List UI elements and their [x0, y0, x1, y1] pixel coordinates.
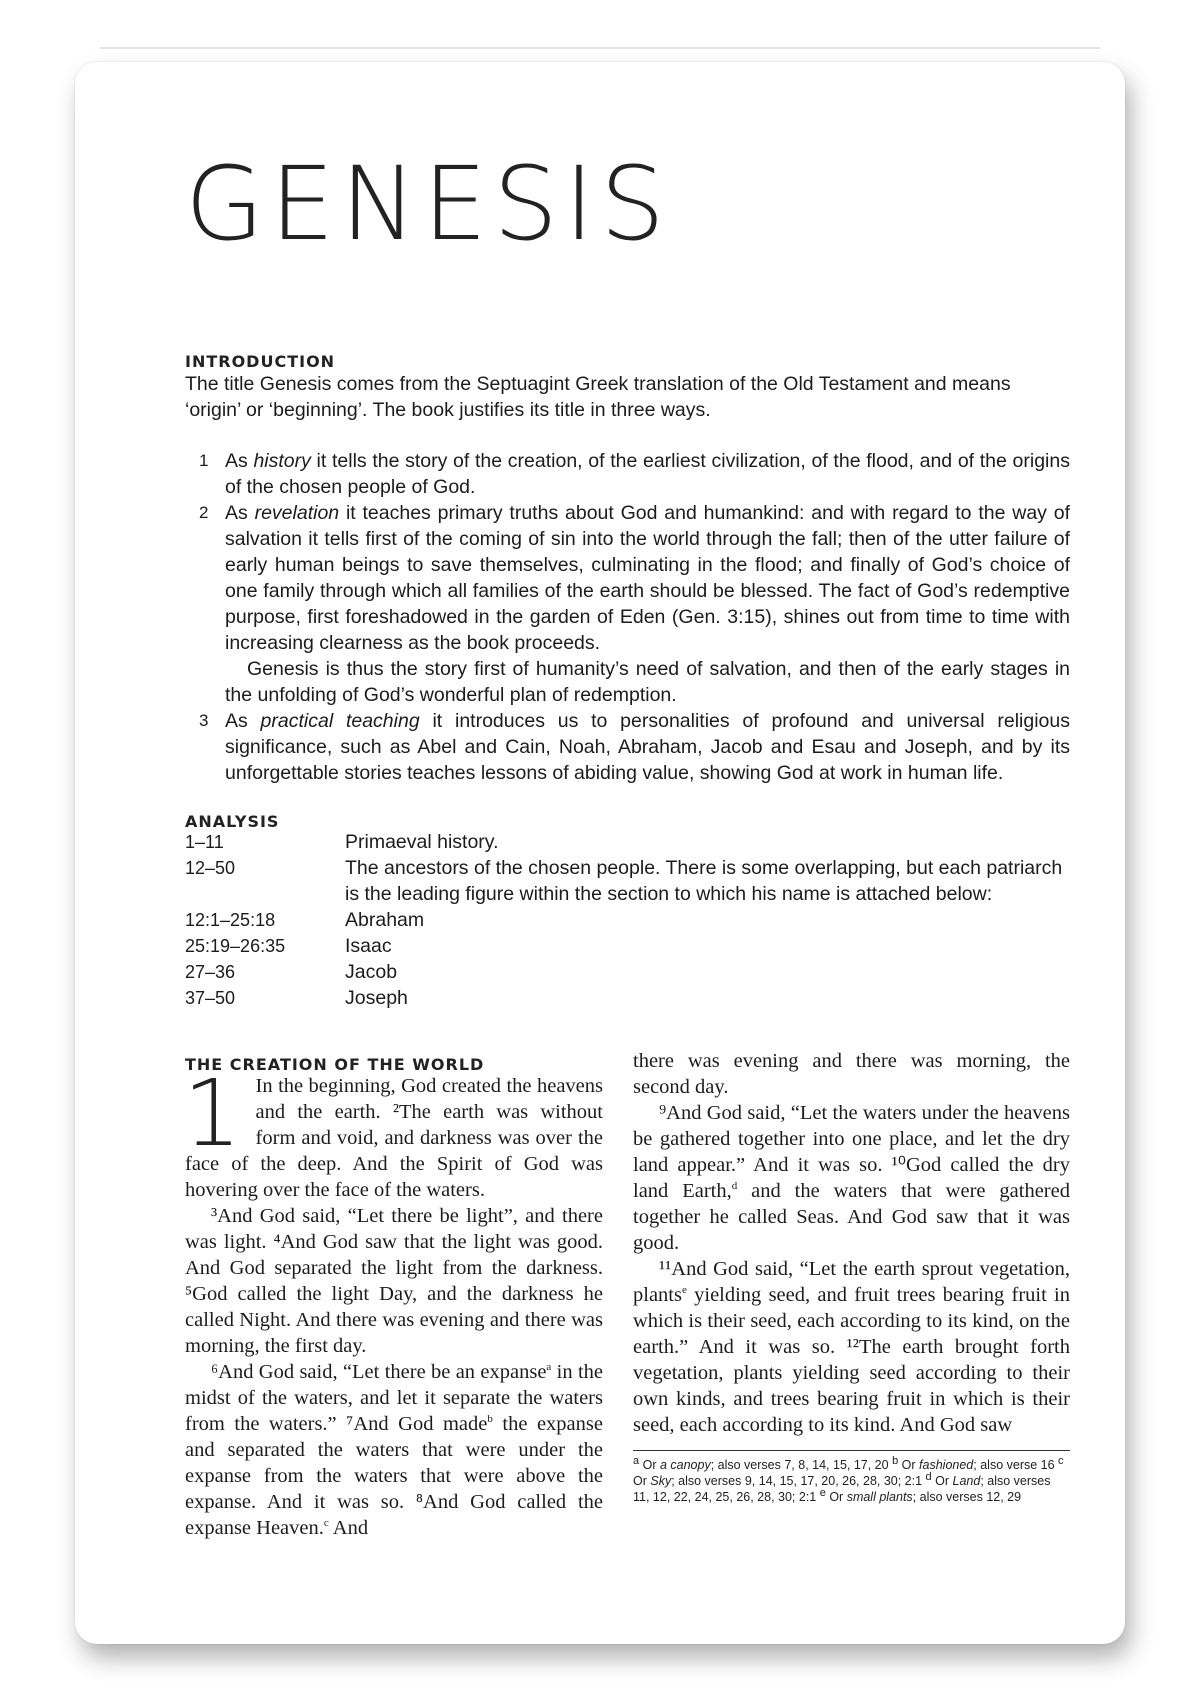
- point-emphasis: practical teaching: [260, 710, 420, 732]
- footnote-text: Or: [931, 1474, 953, 1488]
- verse-text: ⁹And God said, “Let the waters under the heavens be gathered together into one place, and let the dry land appear.” And it was so. ¹⁰God called the dry land Earth,: [633, 1102, 1070, 1202]
- point-text: it introduces us to personalities of profound and universal religious significance, such as Abel and Cain, Noah, Abraham, Jacob and Esau and Joseph, and by its unforgettable stories teaches lessons of abiding value, showing God at work in human life.: [225, 710, 1070, 784]
- analysis-heading: ANALYSIS: [185, 812, 280, 831]
- footnote-term: fashioned: [919, 1458, 974, 1472]
- footnote-marker: e: [681, 1284, 687, 1297]
- footnote-marker: a: [546, 1361, 552, 1374]
- footnote-mark: c: [1058, 1454, 1064, 1467]
- scripture-paragraph: [633, 1256, 1070, 1438]
- scripture-paragraph: [633, 1100, 1070, 1256]
- point-item: [185, 708, 1070, 786]
- footnote-mark: d: [925, 1470, 932, 1483]
- footnote-text: ; also verse 16: [973, 1458, 1059, 1472]
- footnote-marker: c: [323, 1517, 329, 1530]
- analysis-ref: 12–50: [185, 858, 236, 878]
- analysis-desc: Jacob: [345, 961, 398, 983]
- footnote-mark: a: [633, 1454, 640, 1467]
- footnote-text: Or: [633, 1474, 651, 1488]
- analysis-ref: 12:1–25:18: [185, 910, 276, 930]
- footnote-text: ; also verses 7, 8, 14, 15, 17, 20: [710, 1458, 893, 1472]
- analysis-desc: Primaeval history.: [345, 831, 499, 853]
- verse-text: And: [328, 1517, 369, 1539]
- scripture-paragraph: [185, 1359, 603, 1541]
- footnote-term: Land: [952, 1474, 981, 1488]
- book-page: [75, 62, 1125, 1644]
- creation-heading: THE CREATION OF THE WORLD: [185, 1055, 485, 1074]
- point-text: it tells the story of the creation, of the earliest civilization, of the flood, and of the origins of the chosen people of God.: [225, 450, 1070, 498]
- footnote-marker: b: [487, 1413, 493, 1426]
- introduction-text: The title Genesis comes from the Septuagint Greek translation of the Old Testament and means ‘origin’ or ‘beginning’. The book justifies its title in three ways.: [185, 373, 1011, 421]
- chapter-number: 1: [183, 1060, 242, 1167]
- analysis-row: [185, 959, 1070, 985]
- point-emphasis: revelation: [254, 502, 340, 524]
- top-edge-line: [100, 47, 1100, 49]
- point-number: 1: [199, 451, 209, 470]
- point-lead: As: [225, 710, 261, 732]
- analysis-desc: Joseph: [345, 987, 408, 1009]
- analysis-row: [185, 933, 1070, 959]
- footnote-term: Sky: [650, 1474, 672, 1488]
- scripture-paragraph: ³And God said, “Let there be light”, and there was light. ⁴And God saw that the light was good. And God separated the light from the darkness. ⁵God called the light Day, and the darkness he called Night. And there was evening and there was morning, the first day.: [185, 1205, 603, 1357]
- footnote-term: a canopy: [659, 1458, 711, 1472]
- verse-text: the expanse and separated the waters that were under the expanse from the waters that were above the expanse. And it was so. ⁸And God called the expanse Heaven.: [185, 1413, 603, 1539]
- verse-text: in the midst of the waters, and let it separate the waters from the waters.” ⁷And God made: [185, 1361, 603, 1435]
- point-lead: As: [225, 450, 254, 472]
- scripture-paragraph: there was evening and there was morning, the second day.: [633, 1050, 1070, 1098]
- verse-text: yielding seed, and fruit trees bearing fruit in which is their seed, each according to its kind, on the earth.” And it was so. ¹²The earth brought forth vegetation, plants yielding seed according to their own kinds, and trees bearing fruit in which is their seed, each according to its kind. And God saw: [633, 1284, 1070, 1436]
- analysis-ref: 1–11: [185, 832, 224, 852]
- footnote-mark: e: [819, 1486, 826, 1499]
- analysis-ref: 27–36: [185, 962, 236, 982]
- point-text: it teaches primary truths about God and humankind: and with regard to the way of salvation it tells first of the coming of sin into the world through the fall; then of the utter failure of early human beings to save themselves, culminating in the flood; and finally of God’s choice of one family through which all families of the earth should be blessed. The fact of God’s redemptive purpose, first foreshadowed in the garden of Eden (Gen. 3:15), shines out from time to time with increasing clearness as the book proceeds.: [225, 502, 1070, 654]
- footnote-text: ; also verses 9, 14, 15, 17, 20, 26, 28, 30; 2:1: [671, 1474, 926, 1488]
- point-item: [185, 448, 1070, 500]
- introduction-points: [185, 448, 1070, 786]
- footnote-marker: d: [731, 1180, 738, 1193]
- point-lead: As: [225, 502, 255, 524]
- footnote-mark: b: [892, 1454, 899, 1467]
- point-item: [185, 500, 1070, 708]
- footnote-divider: [633, 1450, 1070, 1451]
- footnotes: [633, 1454, 1070, 1505]
- footnote-text: Or: [825, 1490, 847, 1504]
- analysis-row: [185, 855, 1070, 907]
- analysis-row: [185, 829, 1070, 855]
- analysis-desc: Abraham: [345, 909, 425, 931]
- verse-text: and the waters that were gathered together he called Seas. And God saw that it was good.: [633, 1180, 1070, 1254]
- verse-text: ⁶And God said, “Let there be an expanse: [211, 1361, 547, 1383]
- footnote-text: Or: [898, 1458, 920, 1472]
- introduction-heading: INTRODUCTION: [185, 352, 336, 371]
- footnote-text: ; also verses 12, 29: [912, 1490, 1022, 1504]
- analysis-table: [185, 829, 1070, 1011]
- verse-text: ¹¹And God said, “Let the earth sprout vegetation, plants: [633, 1258, 1070, 1306]
- verse-text: In the beginning, God created the heavens and the earth. ²The earth was without form and void, and darkness was over the face of the deep. And the Spirit of God was hovering over the face of the waters.: [185, 1075, 603, 1201]
- point-emphasis: history: [253, 450, 311, 472]
- analysis-desc: The ancestors of the chosen people. There is some overlapping, but each patriarch is the leading figure within the section to which his name is attached below:: [345, 857, 1063, 905]
- analysis-ref: 25:19–26:35: [185, 936, 286, 956]
- analysis-row: [185, 907, 1070, 933]
- analysis-row: [185, 985, 1070, 1011]
- analysis-ref: 37–50: [185, 988, 236, 1008]
- point-continuation: Genesis is thus the story first of humanity’s need of salvation, and then of the early stages in the unfolding of God’s wonderful plan of redemption.: [225, 658, 1070, 706]
- point-number: 3: [199, 711, 209, 730]
- book-title: GENESIS: [185, 145, 671, 264]
- footnote-text: ; also verses 11, 12, 22, 24, 25, 26, 28, 30; 2:1: [633, 1474, 1051, 1504]
- point-number: 2: [199, 503, 209, 522]
- analysis-desc: Isaac: [345, 935, 392, 957]
- scripture-column-right: [633, 1048, 1070, 1438]
- footnote-term: small plants: [846, 1490, 913, 1504]
- footnote-text: Or: [639, 1458, 660, 1472]
